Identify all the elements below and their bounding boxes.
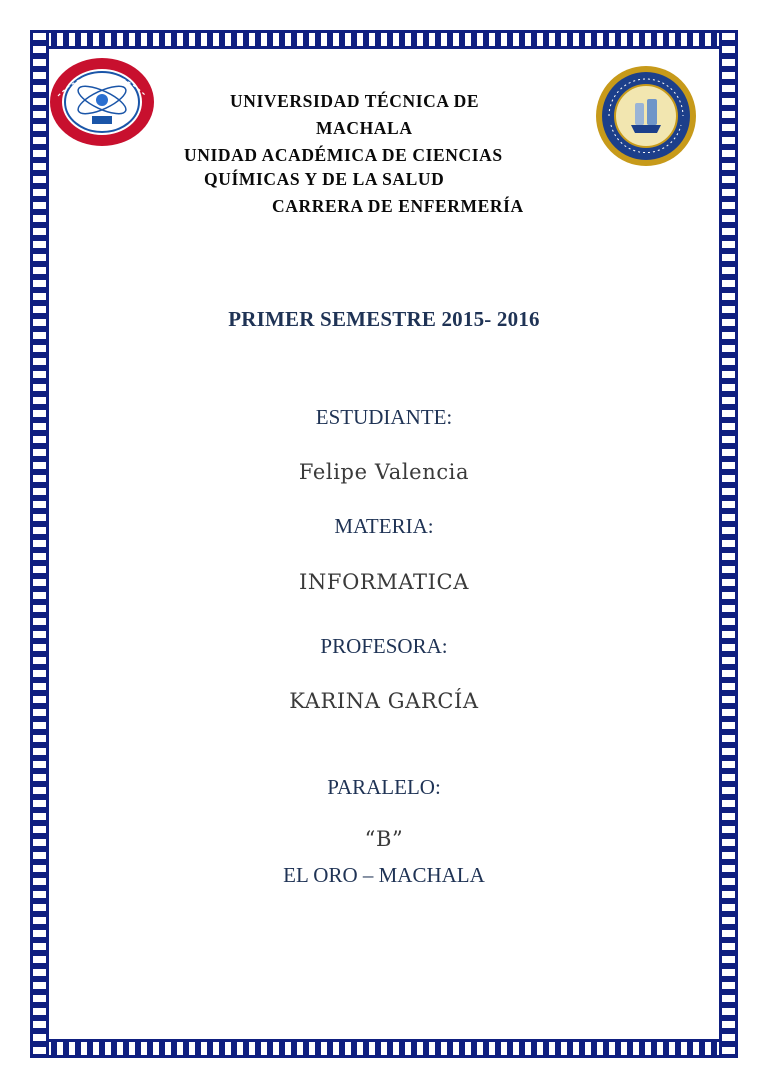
subject-value: INFORMATICA xyxy=(299,570,469,594)
student-label: ESTUDIANTE: xyxy=(315,405,453,429)
border-top xyxy=(30,30,738,49)
teacher-label: PROFESORA: xyxy=(320,634,448,658)
border-right xyxy=(719,30,738,1058)
student-value: Felipe Valencia xyxy=(298,460,470,484)
subject-label: MATERIA: xyxy=(334,514,434,538)
group-label: PARALELO: xyxy=(327,775,441,799)
utmach-seal-icon xyxy=(48,56,156,148)
border-bottom xyxy=(30,1039,738,1058)
header-career: CARRERA DE ENFERMERÍA xyxy=(272,196,524,216)
header-unit-line2: QUÍMICAS Y DE LA SALUD xyxy=(204,169,445,189)
header-unit-line1: UNIDAD ACADÉMICA DE CIENCIAS xyxy=(184,145,503,165)
header-university-line2: MACHALA xyxy=(316,118,413,138)
teacher-value: KARINA GARCÍA xyxy=(289,689,479,713)
location: EL ORO – MACHALA xyxy=(283,863,485,887)
header-university-line1: UNIVERSIDAD TÉCNICA DE xyxy=(230,91,480,111)
group-value: “B” xyxy=(364,827,404,851)
semester-title: PRIMER SEMESTRE 2015- 2016 xyxy=(228,307,540,331)
border-left xyxy=(30,30,49,1058)
faculty-seal-icon xyxy=(595,65,697,167)
